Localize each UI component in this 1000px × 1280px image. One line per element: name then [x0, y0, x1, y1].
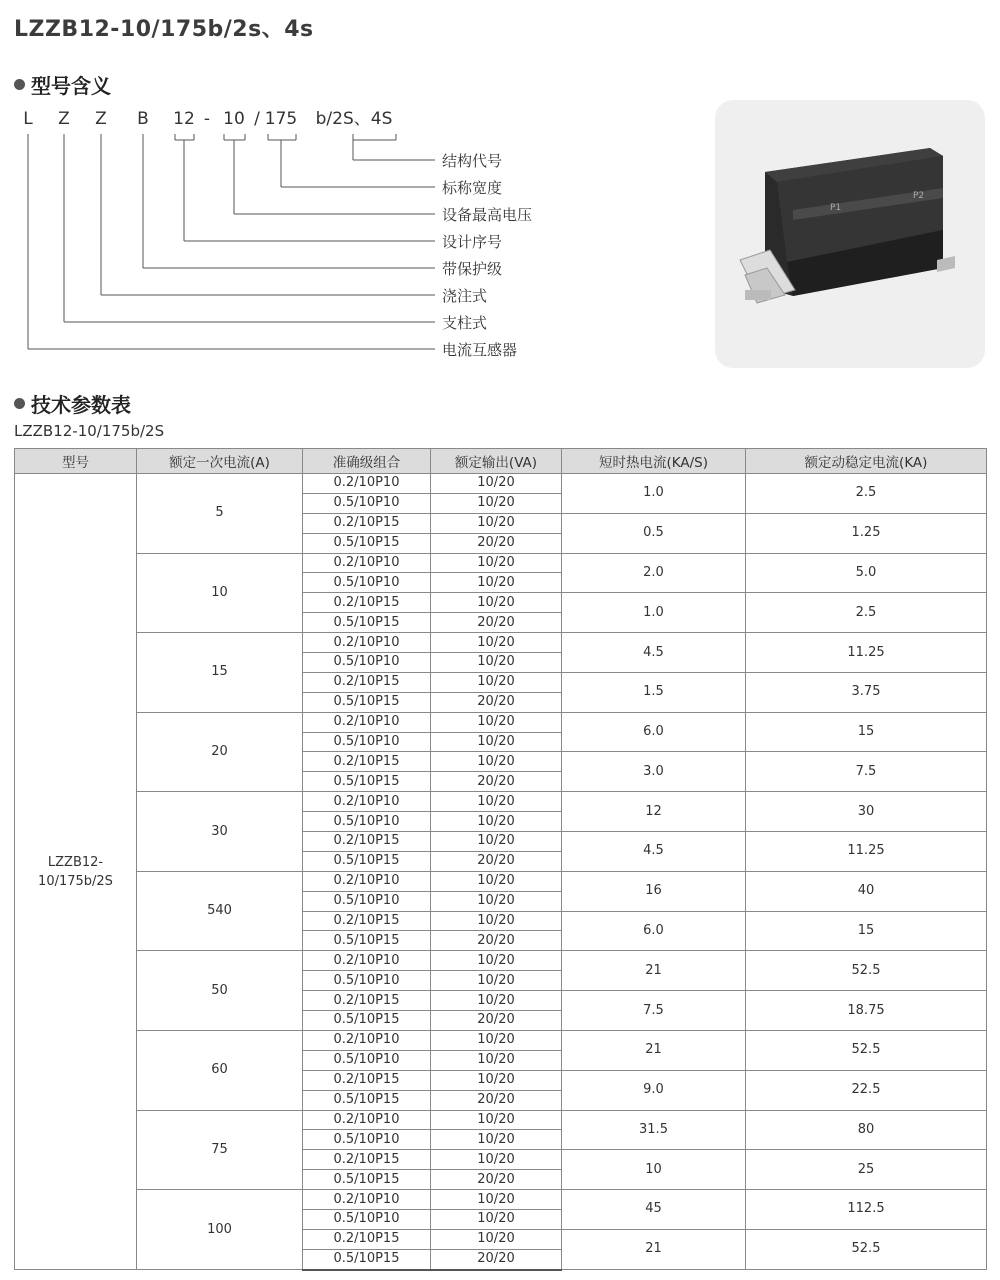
connector-lines [28, 134, 435, 349]
cell-accuracy-class: 0.5/10P15 [303, 533, 431, 553]
table-row [15, 474, 987, 494]
header-model: 型号 [15, 449, 137, 474]
cell-thermal-current: 10 [562, 1150, 746, 1190]
cell-rated-output: 10/20 [431, 653, 562, 673]
cell-rated-output: 20/20 [431, 931, 562, 951]
spec-table [14, 448, 987, 1271]
section-heading-params-label: 技术参数表 [31, 393, 131, 417]
cell-accuracy-class: 0.5/10P10 [303, 1209, 431, 1229]
cell-dynamic-current: 7.5 [746, 752, 987, 792]
meaning-nominal-width: 标称宽度 [442, 179, 503, 197]
cell-rated-output: 10/20 [431, 1030, 562, 1050]
cell-rated-output: 20/20 [431, 1090, 562, 1110]
cell-rated-current: 20 [137, 712, 303, 792]
cell-accuracy-class: 0.5/10P15 [303, 613, 431, 633]
cell-rated-current: 5 [137, 474, 303, 554]
cell-dynamic-current: 3.75 [746, 672, 987, 712]
cell-dynamic-current: 52.5 [746, 1229, 987, 1269]
cell-accuracy-class: 0.2/10P10 [303, 1110, 431, 1130]
meaning-protection-class: 带保护级 [442, 260, 503, 278]
cell-rated-output: 10/20 [431, 633, 562, 653]
bullet-icon [14, 398, 25, 409]
cell-rated-output: 10/20 [431, 553, 562, 573]
cell-rated-output: 20/20 [431, 772, 562, 792]
cell-rated-output: 10/20 [431, 1070, 562, 1090]
code-part-12: 12 [173, 109, 195, 129]
cell-rated-output: 10/20 [431, 712, 562, 732]
cell-accuracy-class: 0.2/10P10 [303, 792, 431, 812]
cell-accuracy-class: 0.2/10P10 [303, 1030, 431, 1050]
code-part-dash: - [203, 109, 211, 129]
cell-thermal-current: 1.0 [562, 593, 746, 633]
cell-rated-output: 10/20 [431, 1209, 562, 1229]
cell-rated-output: 20/20 [431, 1249, 562, 1269]
cell-thermal-current: 0.5 [562, 513, 746, 553]
table-row [15, 553, 987, 573]
cell-accuracy-class: 0.5/10P15 [303, 851, 431, 871]
cell-dynamic-current: 22.5 [746, 1070, 987, 1110]
table-row [15, 1190, 987, 1210]
cell-thermal-current: 2.0 [562, 553, 746, 593]
page-title: LZZB12-10/175b/2s、4s [14, 17, 314, 42]
cell-rated-output: 10/20 [431, 991, 562, 1011]
cell-rated-output: 10/20 [431, 1050, 562, 1070]
code-part-slash: / [254, 109, 260, 129]
cell-thermal-current: 4.5 [562, 633, 746, 673]
cell-accuracy-class: 0.5/10P15 [303, 1090, 431, 1110]
cell-accuracy-class: 0.5/10P10 [303, 971, 431, 991]
cell-rated-output: 10/20 [431, 871, 562, 891]
header-rated-primary-current: 额定一次电流(A) [137, 449, 303, 474]
cell-rated-output: 10/20 [431, 493, 562, 513]
cell-thermal-current: 6.0 [562, 712, 746, 752]
cell-rated-output: 20/20 [431, 851, 562, 871]
product-photo [715, 100, 985, 368]
photo-mark-p2: P2 [913, 191, 925, 201]
cell-thermal-current: 31.5 [562, 1110, 746, 1150]
cell-rated-output: 20/20 [431, 1170, 562, 1190]
table-subtitle: LZZB12-10/175b/2S [14, 422, 165, 440]
cell-dynamic-current: 2.5 [746, 474, 987, 514]
cell-accuracy-class: 0.2/10P15 [303, 513, 431, 533]
cell-accuracy-class: 0.5/10P15 [303, 1011, 431, 1031]
cell-dynamic-current: 11.25 [746, 832, 987, 872]
cell-rated-output: 10/20 [431, 672, 562, 692]
cell-rated-output: 10/20 [431, 752, 562, 772]
meaning-design-number: 设计序号 [442, 233, 503, 251]
header-accuracy-class: 准确级组合 [303, 449, 431, 474]
cell-rated-output: 20/20 [431, 692, 562, 712]
cell-rated-output: 10/20 [431, 1190, 562, 1210]
cell-accuracy-class: 0.5/10P10 [303, 891, 431, 911]
cell-accuracy-class: 0.5/10P10 [303, 732, 431, 752]
table-row [15, 1030, 987, 1050]
cell-accuracy-class: 0.2/10P15 [303, 593, 431, 613]
cell-rated-current: 60 [137, 1030, 303, 1110]
cell-rated-output: 10/20 [431, 951, 562, 971]
cell-accuracy-class: 0.2/10P15 [303, 1150, 431, 1170]
cell-accuracy-class: 0.2/10P15 [303, 991, 431, 1011]
cell-accuracy-class: 0.2/10P15 [303, 672, 431, 692]
cell-dynamic-current: 18.75 [746, 991, 987, 1031]
cell-accuracy-class: 0.2/10P10 [303, 553, 431, 573]
table-row [15, 1110, 987, 1130]
meaning-current-transformer: 电流互感器 [442, 341, 518, 359]
cell-accuracy-class: 0.5/10P10 [303, 812, 431, 832]
cell-rated-output: 20/20 [431, 533, 562, 553]
table-header-row [15, 449, 987, 474]
cell-rated-output: 20/20 [431, 1011, 562, 1031]
cell-dynamic-current: 25 [746, 1150, 987, 1190]
cell-rated-output: 10/20 [431, 732, 562, 752]
cell-accuracy-class: 0.5/10P10 [303, 653, 431, 673]
header-dynamic-stable: 额定动稳定电流(KA) [746, 449, 987, 474]
cell-model: LZZB12-10/175b/2S [15, 474, 137, 1270]
cell-rated-output: 10/20 [431, 513, 562, 533]
cell-dynamic-current: 40 [746, 871, 987, 911]
cell-accuracy-class: 0.2/10P15 [303, 911, 431, 931]
code-part-175: 175 [264, 109, 298, 129]
cell-thermal-current: 1.5 [562, 672, 746, 712]
cell-accuracy-class: 0.2/10P10 [303, 633, 431, 653]
cell-accuracy-class: 0.5/10P10 [303, 1130, 431, 1150]
cell-accuracy-class: 0.5/10P10 [303, 1050, 431, 1070]
cell-accuracy-class: 0.5/10P15 [303, 772, 431, 792]
table-row [15, 951, 987, 971]
cell-thermal-current: 21 [562, 1030, 746, 1070]
cell-dynamic-current: 30 [746, 792, 987, 832]
cell-dynamic-current: 11.25 [746, 633, 987, 673]
cell-thermal-current: 21 [562, 1229, 746, 1269]
cell-accuracy-class: 0.2/10P10 [303, 951, 431, 971]
cell-rated-output: 10/20 [431, 573, 562, 593]
photo-mark-p1: P1 [830, 203, 842, 213]
cell-rated-output: 10/20 [431, 891, 562, 911]
cell-thermal-current: 3.0 [562, 752, 746, 792]
header-rated-output: 额定输出(VA) [431, 449, 562, 474]
header-short-time-thermal: 短时热电流(KA/S) [562, 449, 746, 474]
cell-accuracy-class: 0.2/10P15 [303, 1070, 431, 1090]
cell-thermal-current: 6.0 [562, 911, 746, 951]
cell-rated-output: 10/20 [431, 832, 562, 852]
table-row [15, 871, 987, 891]
cell-rated-output: 10/20 [431, 911, 562, 931]
cell-accuracy-class: 0.2/10P15 [303, 1229, 431, 1249]
meaning-cast-type: 浇注式 [442, 287, 488, 305]
table-row [15, 792, 987, 812]
cell-dynamic-current: 1.25 [746, 513, 987, 553]
code-part-10: 10 [223, 109, 245, 129]
cell-rated-current: 15 [137, 633, 303, 713]
cell-rated-output: 10/20 [431, 474, 562, 494]
code-part-L: L [23, 109, 33, 129]
cell-dynamic-current: 2.5 [746, 593, 987, 633]
cell-rated-output: 10/20 [431, 971, 562, 991]
cell-dynamic-current: 52.5 [746, 951, 987, 991]
cell-dynamic-current: 15 [746, 911, 987, 951]
cell-accuracy-class: 0.5/10P15 [303, 931, 431, 951]
meaning-max-voltage: 设备最高电压 [442, 206, 533, 224]
cell-dynamic-current: 80 [746, 1110, 987, 1150]
cell-accuracy-class: 0.5/10P15 [303, 1170, 431, 1190]
cell-thermal-current: 45 [562, 1190, 746, 1230]
table-row [15, 633, 987, 653]
cell-rated-output: 10/20 [431, 593, 562, 613]
cell-thermal-current: 16 [562, 871, 746, 911]
cell-thermal-current: 7.5 [562, 991, 746, 1031]
cell-accuracy-class: 0.2/10P10 [303, 712, 431, 732]
cell-accuracy-class: 0.5/10P15 [303, 1249, 431, 1269]
meaning-post-type: 支柱式 [442, 314, 488, 332]
cell-accuracy-class: 0.2/10P15 [303, 752, 431, 772]
code-part-Z2: Z [95, 109, 107, 129]
cell-thermal-current: 1.0 [562, 474, 746, 514]
cell-accuracy-class: 0.5/10P10 [303, 493, 431, 513]
bullet-icon [14, 79, 25, 90]
cell-rated-current: 540 [137, 871, 303, 951]
code-part-B: B [137, 109, 149, 129]
cell-rated-output: 10/20 [431, 792, 562, 812]
table-row [15, 712, 987, 732]
section-heading-params [14, 389, 131, 418]
cell-dynamic-current: 15 [746, 712, 987, 752]
cell-rated-current: 10 [137, 553, 303, 633]
cell-accuracy-class: 0.2/10P15 [303, 832, 431, 852]
cell-dynamic-current: 112.5 [746, 1190, 987, 1230]
model-meaning-diagram [0, 100, 700, 370]
cell-thermal-current: 12 [562, 792, 746, 832]
code-part-suffix: b/2S、4S [315, 109, 393, 129]
cell-rated-output: 10/20 [431, 1229, 562, 1249]
cell-rated-output: 10/20 [431, 1130, 562, 1150]
cell-thermal-current: 9.0 [562, 1070, 746, 1110]
cell-thermal-current: 4.5 [562, 832, 746, 872]
code-part-Z1: Z [58, 109, 70, 129]
cell-dynamic-current: 52.5 [746, 1030, 987, 1070]
cell-accuracy-class: 0.2/10P10 [303, 1190, 431, 1210]
cell-rated-current: 50 [137, 951, 303, 1031]
section-heading-meaning [14, 70, 111, 99]
cell-accuracy-class: 0.2/10P10 [303, 871, 431, 891]
section-heading-meaning-label: 型号含义 [31, 74, 111, 98]
cell-accuracy-class: 0.5/10P15 [303, 692, 431, 712]
cell-accuracy-class: 0.2/10P10 [303, 474, 431, 494]
meaning-structure-code: 结构代号 [442, 152, 503, 170]
cell-rated-output: 20/20 [431, 613, 562, 633]
cell-thermal-current: 21 [562, 951, 746, 991]
cell-rated-current: 75 [137, 1110, 303, 1190]
cell-rated-output: 10/20 [431, 812, 562, 832]
cell-rated-output: 10/20 [431, 1110, 562, 1130]
cell-rated-current: 30 [137, 792, 303, 872]
cell-rated-current: 100 [137, 1190, 303, 1270]
cell-accuracy-class: 0.5/10P10 [303, 573, 431, 593]
cell-dynamic-current: 5.0 [746, 553, 987, 593]
cell-rated-output: 10/20 [431, 1150, 562, 1170]
